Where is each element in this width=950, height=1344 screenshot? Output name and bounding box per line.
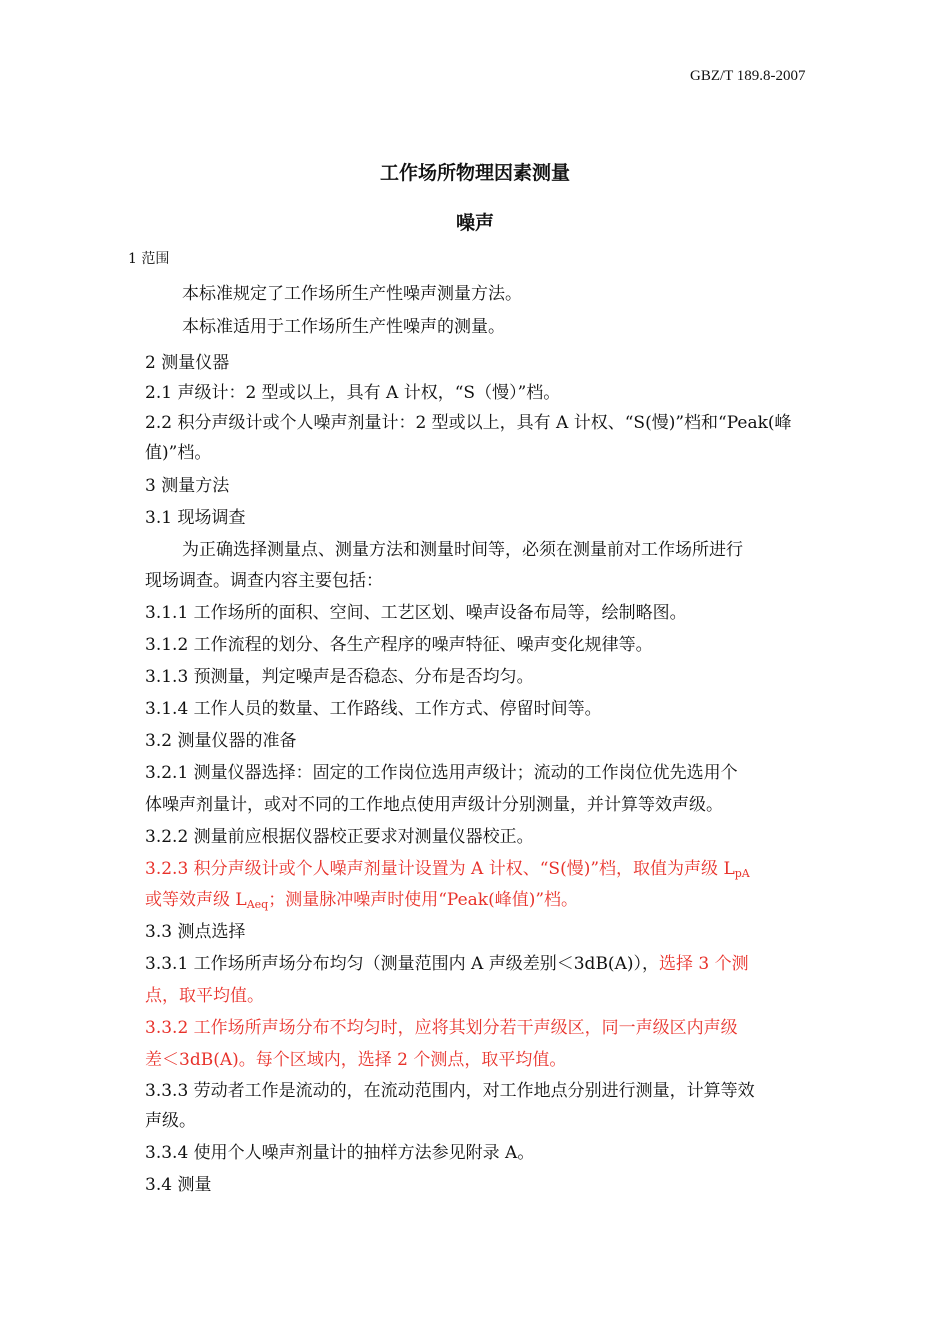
clause-3-2-3-line-1: [145, 858, 750, 880]
clause-2-1: 2.1 声级计：2 型或以上，具有 A 计权，“S（慢）”档。: [145, 383, 561, 403]
clause-3-1-3: 3.1.3 预测量，判定噪声是否稳态、分布是否均匀。: [145, 667, 534, 687]
clause-3-1-para-line-1: 为正确选择测量点、测量方法和测量时间等，必须在测量前对工作场所进行: [182, 540, 743, 560]
clause-3-4: 3.4 测量: [145, 1175, 212, 1195]
section-1-heading: 1 范围: [128, 251, 170, 267]
section-2-heading: 2 测量仪器: [145, 353, 230, 373]
clause-3-1-1: 3.1.1 工作场所的面积、空间、工艺区划、噪声设备布局等，绘制略图。: [145, 603, 687, 623]
document-subtitle: 噪声: [455, 212, 494, 234]
clause-3-3-1-line-2: 点，取平均值。: [145, 986, 264, 1006]
laeq-subscript: Aeq: [246, 898, 269, 911]
clause-3-3-1-line-1: [145, 953, 749, 975]
clause-3-3-2-line-2: 差＜3dB(A)。每个区域内，选择 2 个测点，取平均值。: [145, 1050, 567, 1070]
document-title: 工作场所物理因素测量: [379, 162, 570, 184]
clause-2-2-line-1: 2.2 积分声级计或个人噪声剂量计：2 型或以上，具有 A 计权、“S(慢)”档和“Peak(峰: [145, 413, 792, 433]
clause-3-2: 3.2 测量仪器的准备: [145, 731, 297, 751]
clause-3-3-1-black: 3.3.1 工作场所声场分布均匀（测量范围内 A 声级差别＜3dB(A)），: [145, 954, 659, 974]
clause-3-2-3-text-2a: 或等效声级 L: [145, 890, 247, 910]
clause-2-2-line-2: 值)”档。: [145, 443, 212, 463]
clause-3-2-2: 3.2.2 测量前应根据仪器校正要求对测量仪器校正。: [145, 827, 534, 847]
section-3-heading: 3 测量方法: [145, 476, 230, 496]
clause-3-3-1-red: 选择 3 个测: [658, 954, 749, 974]
clause-3-3: 3.3 测点选择: [145, 922, 246, 942]
clause-3-2-3-text: 3.2.3 积分声级计或个人噪声剂量计设置为 A 计权、“S(慢)”档，取值为声级 L: [145, 859, 735, 879]
clause-3-1-para-line-2: 现场调查。调查内容主要包括：: [145, 571, 383, 591]
section-1-para-2: 本标准适用于工作场所生产性噪声的测量。: [182, 317, 505, 337]
clause-3-2-3-line-2: [145, 889, 578, 911]
section-1-para-1: 本标准规定了工作场所生产性噪声测量方法。: [182, 284, 522, 304]
clause-3-3-3-line-2: 声级。: [145, 1111, 196, 1131]
clause-3-3-3-line-1: 3.3.3 劳动者工作是流动的，在流动范围内，对工作地点分别进行测量，计算等效: [145, 1081, 755, 1101]
clause-3-3-4: 3.3.4 使用个人噪声剂量计的抽样方法参见附录 A。: [145, 1143, 535, 1163]
lpa-subscript: pA: [734, 867, 750, 880]
clause-3-2-1-line-2: 体噪声剂量计，或对不同的工作地点使用声级计分别测量，并计算等效声级。: [145, 795, 723, 815]
clause-3-1-2: 3.1.2 工作流程的划分、各生产程序的噪声特征、噪声变化规律等。: [145, 635, 653, 655]
clause-3-1-4: 3.1.4 工作人员的数量、工作路线、工作方式、停留时间等。: [145, 699, 602, 719]
standard-code: GBZ/T 189.8-2007: [690, 68, 806, 84]
clause-3-2-3-text-2b: ；测量脉冲噪声时使用“Peak(峰值)”档。: [268, 890, 579, 910]
clause-3-3-2-line-1: 3.3.2 工作场所声场分布不均匀时，应将其划分若干声级区，同一声级区内声级: [145, 1018, 738, 1038]
clause-3-1: 3.1 现场调查: [145, 508, 246, 528]
clause-3-2-1-line-1: 3.2.1 测量仪器选择：固定的工作岗位选用声级计；流动的工作岗位优先选用个: [145, 763, 738, 783]
